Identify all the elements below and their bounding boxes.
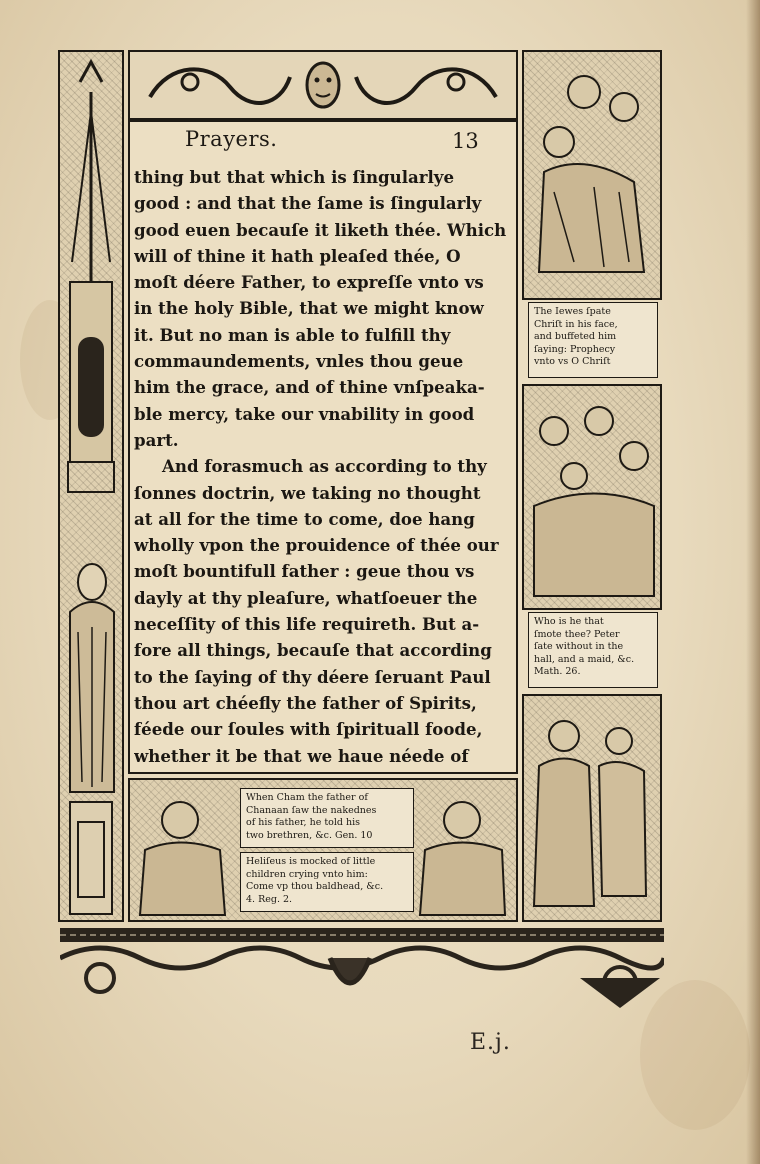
text-line: moſt bountifull father : geue thou vs	[134, 561, 475, 582]
woodcut-jews-spat	[522, 50, 662, 300]
caption-line: ſmote thee? Peter	[534, 628, 620, 640]
caption-line: When Cham the father of	[246, 792, 368, 803]
text-line: good : and that the ſame is ſingularly	[134, 193, 482, 214]
text-line: dayly at thy pleaſure, whatſoeuer the	[134, 587, 478, 608]
caption-line: The Iewes ſpate	[534, 306, 611, 317]
text-line: And forasmuch as according to thy	[162, 456, 487, 477]
text-line: wholly vpon the prouidence of thée our	[134, 535, 499, 556]
caption-line: vnto vs O Chriſt	[534, 356, 611, 367]
caption-heliseus	[240, 852, 414, 912]
crowd-figure-icon	[524, 52, 660, 298]
text-line: ble mercy, take our vnability in good	[134, 403, 475, 424]
caption-cham	[240, 788, 414, 848]
caption-line: 4. Reg. 2.	[246, 893, 293, 905]
caption-line: ſaying: Prophecy	[534, 343, 616, 355]
architecture-figure-icon	[60, 52, 122, 920]
page-title: Prayers.	[185, 127, 278, 151]
text-line: part.	[134, 429, 179, 450]
text-line: fore all things, becauſe that according	[134, 640, 492, 661]
scroll-ornament-icon	[130, 52, 516, 118]
crowd-figure-icon	[524, 386, 660, 608]
text-line: neceſſity of this life requireth. But a-	[134, 614, 480, 635]
caption-line: Chanaan ſaw the nakednes	[246, 804, 377, 816]
peter-figure-icon	[524, 696, 660, 920]
caption-who-smote	[528, 612, 658, 688]
caption-line: ſate without in the	[534, 641, 624, 652]
caption-line: Come vp thou baldhead, &c.	[246, 881, 384, 892]
caption-line: Math. 26.	[534, 666, 581, 677]
floral-rule-icon	[60, 928, 664, 1018]
top-ornament-panel	[128, 50, 518, 120]
text-line: good euen becauſe it liketh thée. Which	[134, 219, 507, 240]
text-line: commaundements, vnles thou geue	[134, 351, 464, 372]
caption-line: and buffeted him	[534, 331, 617, 342]
prayer-text	[134, 164, 512, 769]
text-line: moſt déere Father, to expreſſe vnto vs	[134, 272, 484, 293]
text-line: him the grace, and of thine vnſpeaka-	[134, 377, 485, 398]
text-line: whether it be that we haue néede of	[134, 745, 469, 766]
page-number: 13	[452, 129, 479, 153]
text-line: it. But no man is able to fulfill thy	[134, 324, 451, 345]
text-line: thou art chéefly the father of Spirits,	[134, 692, 477, 713]
caption-line: hall, and a maid, &c.	[534, 653, 635, 665]
text-line: ſonnes doctrin, we taking no thought	[134, 482, 481, 503]
text-line: féede our ſoules with ſpirituall foode,	[134, 719, 483, 740]
text-line: at all for the time to come, doe hang	[134, 508, 475, 529]
caption-line: Who is he that	[534, 616, 604, 627]
caption-line: two brethren, &c. Gen. 10	[246, 829, 373, 841]
caption-line: Chriſt in his face,	[534, 318, 618, 330]
caption-line: Heliſeus is mocked of little	[246, 856, 376, 867]
text-line: in the holy Bible, that we might know	[134, 298, 484, 319]
woodcut-peter	[522, 694, 662, 922]
caption-jews-spat	[528, 302, 658, 378]
text-line: to the ſaying of thy déere ſeruant Paul	[134, 666, 491, 687]
text-line: will of thine it hath pleaſed thée, O	[134, 245, 461, 266]
page-gutter-shadow	[746, 0, 760, 1164]
signature-mark: E.j.	[470, 1030, 511, 1055]
caption-line: children crying vnto him:	[246, 868, 368, 880]
caption-line: of his father, he told his	[246, 817, 361, 828]
left-column-panel	[58, 50, 124, 922]
text-line: thing but that which is ſingularlye	[134, 167, 455, 187]
woodcut-mocking	[522, 384, 662, 610]
